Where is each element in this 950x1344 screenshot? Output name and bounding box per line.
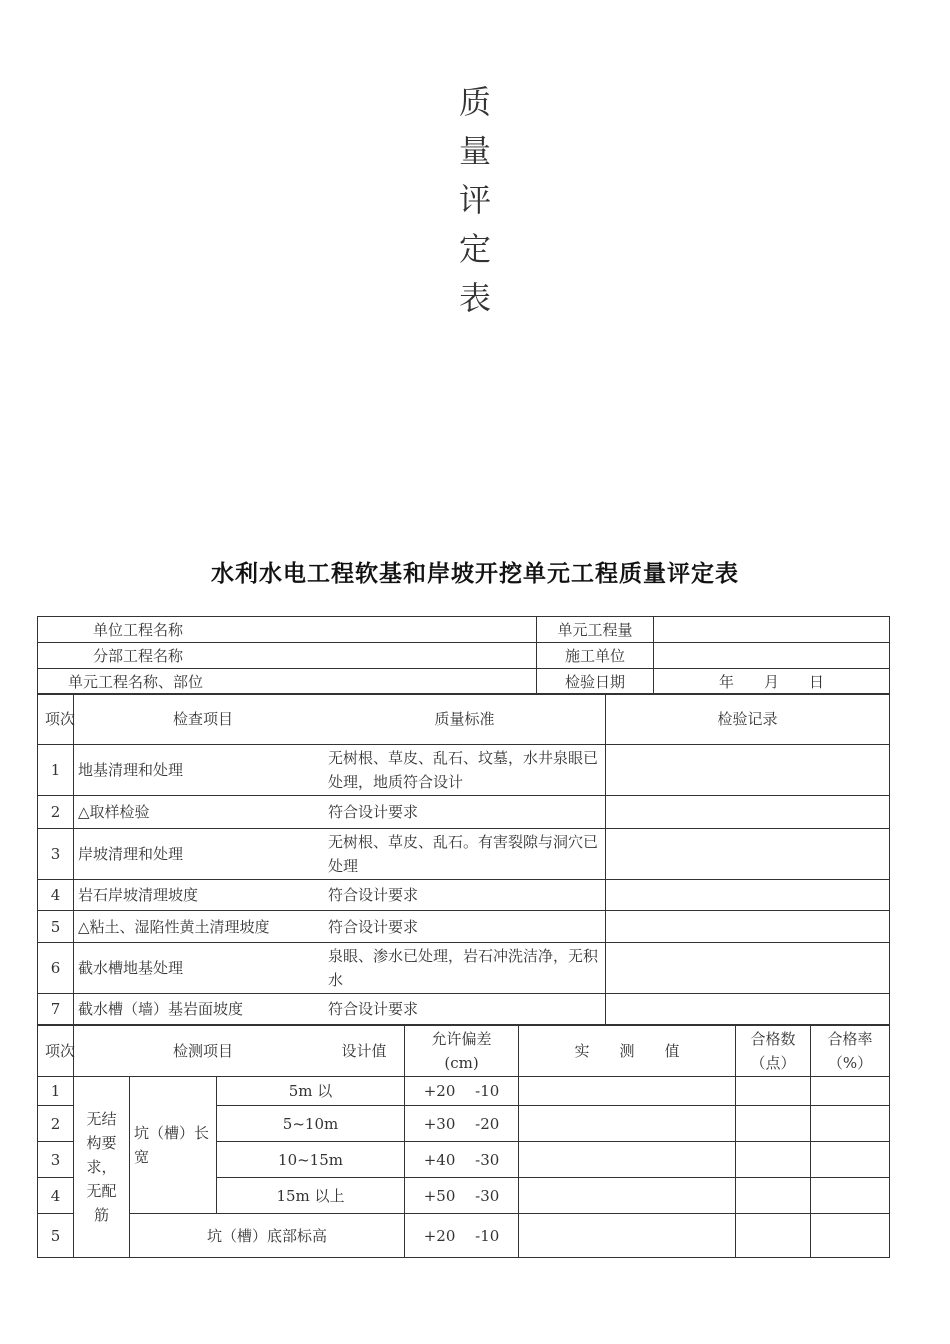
design-value: 10~15m [217, 1142, 405, 1178]
table-header-row [38, 694, 890, 745]
tolerance-value: +50 -30 [405, 1178, 519, 1214]
table-row [38, 943, 890, 994]
check-standard: 符合设计要求 [328, 803, 419, 821]
row-no: 5 [38, 1214, 74, 1258]
unit-quantity-label: 单元工程量 [537, 617, 654, 643]
header-design-value: 设计值 [341, 1042, 387, 1060]
table-row [38, 643, 890, 669]
header-tolerance: 允许偏差 (cm) [405, 1026, 519, 1077]
measured-field[interactable] [519, 1178, 736, 1214]
header-pass-count: 合格数 （点） [736, 1026, 811, 1077]
unit-quantity-field[interactable] [654, 617, 890, 643]
table-row [38, 1214, 890, 1258]
measured-field[interactable] [519, 1077, 736, 1106]
record-field[interactable] [606, 745, 890, 796]
table-row [38, 617, 890, 643]
row-no: 3 [38, 1142, 74, 1178]
cover-title-char: 质 [458, 83, 491, 121]
record-field[interactable] [606, 829, 890, 880]
table-row [38, 880, 890, 911]
table-row [38, 911, 890, 943]
tolerance-value: +20 -10 [405, 1077, 519, 1106]
check-standard: 无树根、草皮、乱石、坟墓，水井泉眼已处理，地质符合设计 [328, 749, 599, 791]
pit-label: 坑（槽）长宽 [130, 1077, 217, 1214]
pass-count-field[interactable] [736, 1142, 811, 1178]
header-no: 项次 [38, 694, 74, 745]
table-row [38, 669, 890, 695]
inspection-table [37, 693, 890, 1025]
measured-field[interactable] [519, 1214, 736, 1258]
row-no: 5 [38, 911, 74, 943]
record-field[interactable] [606, 994, 890, 1025]
pass-rate-field[interactable] [811, 1178, 890, 1214]
cover-title-char: 量 [458, 132, 491, 170]
pass-count-field[interactable] [736, 1178, 811, 1214]
table-row [38, 829, 890, 880]
cover-title [455, 78, 495, 323]
check-standard: 符合设计要求 [328, 1000, 419, 1018]
tolerance-value: +20 -10 [405, 1214, 519, 1258]
header-item-standard [74, 694, 606, 745]
check-item: △粘土、湿陷性黄土清理坡度 [78, 917, 270, 936]
table-row [38, 796, 890, 829]
check-item: 地基清理和处理 [78, 761, 184, 779]
pass-count-field[interactable] [736, 1214, 811, 1258]
header-record: 检验记录 [606, 694, 890, 745]
group-label: 无结构要求，无配筋 [74, 1077, 130, 1258]
measured-field[interactable] [519, 1142, 736, 1178]
check-standard: 泉眼、渗水已处理，岩石冲洗洁净，无积水 [328, 947, 599, 989]
record-field[interactable] [606, 911, 890, 943]
table-row [38, 1077, 890, 1106]
row-no: 2 [38, 1106, 74, 1142]
check-standard: 无树根、草皮、乱石。有害裂隙与洞穴已处理 [328, 833, 599, 875]
record-field[interactable] [606, 796, 890, 829]
pass-count-field[interactable] [736, 1077, 811, 1106]
cover-title-char: 定 [458, 230, 491, 268]
row-no: 3 [38, 829, 74, 880]
cover-title-char: 表 [458, 279, 491, 317]
check-item: △取样检验 [78, 803, 150, 821]
row-no: 6 [38, 943, 74, 994]
header-measured: 实 测 值 [519, 1026, 736, 1077]
form-title: 水利水电工程软基和岸坡开挖单元工程质量评定表 [211, 561, 739, 587]
row-no: 4 [38, 880, 74, 911]
pass-rate-field[interactable] [811, 1106, 890, 1142]
measure-item: 坑（槽）底部标高 [130, 1214, 405, 1258]
header-no: 项次 [38, 1026, 74, 1077]
element-name-label: 单元工程名称、部位 [38, 669, 537, 695]
header-measure-item: 检测项目 [172, 1042, 233, 1060]
tolerance-value: +30 -20 [405, 1106, 519, 1142]
row-no: 4 [38, 1178, 74, 1214]
row-no: 1 [38, 745, 74, 796]
design-value: 5~10m [217, 1106, 405, 1142]
table-row [38, 994, 890, 1025]
pass-rate-field[interactable] [811, 1077, 890, 1106]
row-no: 1 [38, 1077, 74, 1106]
row-no: 7 [38, 994, 74, 1025]
pass-rate-field[interactable] [811, 1142, 890, 1178]
header-standard: 质量标准 [434, 710, 495, 728]
inspection-date-label: 检验日期 [537, 669, 654, 695]
header-item: 检查项目 [172, 710, 233, 728]
table-header-row [38, 1026, 890, 1077]
sub-project-label: 分部工程名称 [38, 643, 537, 669]
check-item: 岸坡清理和处理 [78, 845, 184, 863]
row-no: 2 [38, 796, 74, 829]
inspection-date-field[interactable]: 年 月 日 [654, 669, 890, 695]
check-item: 岩石岸坡清理坡度 [78, 886, 199, 904]
pass-count-field[interactable] [736, 1106, 811, 1142]
tolerance-value: +40 -30 [405, 1142, 519, 1178]
construction-unit-field[interactable] [654, 643, 890, 669]
check-item: 截水槽地基处理 [78, 959, 184, 977]
pass-rate-field[interactable] [811, 1214, 890, 1258]
table-row [38, 745, 890, 796]
design-value: 5m 以 [217, 1077, 405, 1106]
header-pass-rate: 合格率 （%） [811, 1026, 890, 1077]
measurement-table [37, 1025, 890, 1258]
info-table [37, 616, 890, 695]
check-item: 截水槽（墙）基岩面坡度 [78, 1000, 244, 1018]
cover-title-char: 评 [458, 181, 491, 219]
record-field[interactable] [606, 880, 890, 911]
record-field[interactable] [606, 943, 890, 994]
unit-project-label: 单位工程名称 [38, 617, 537, 643]
design-value: 15m 以上 [217, 1178, 405, 1214]
measured-field[interactable] [519, 1106, 736, 1142]
check-standard: 符合设计要求 [328, 886, 419, 904]
construction-unit-label: 施工单位 [537, 643, 654, 669]
check-standard: 符合设计要求 [328, 917, 419, 936]
